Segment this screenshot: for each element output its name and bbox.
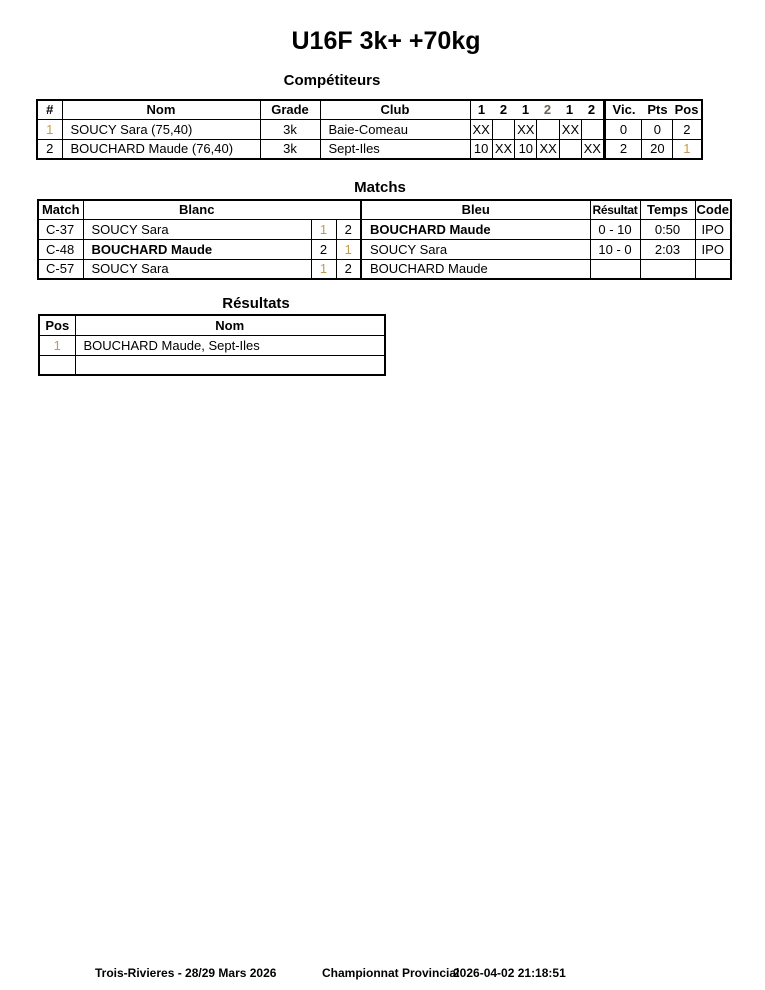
matches-header-result: Résultat	[590, 200, 640, 219]
competitor-position-cell: 2	[673, 119, 702, 139]
footer-event-name: Championnat Provincial	[322, 966, 460, 980]
round-score-cell	[582, 119, 604, 139]
matches-section-label: Matchs	[354, 179, 406, 196]
match-id-cell: C-37	[38, 219, 83, 239]
result-row	[39, 335, 385, 355]
results-header-row	[39, 315, 385, 335]
competitor-name-cell: SOUCY Sara (75,40)	[62, 119, 260, 139]
round-header-digit: 1	[565, 102, 574, 118]
round-score-cell: XX	[470, 119, 492, 139]
competitor-grade-cell: 3k	[260, 139, 320, 159]
competitor-points-cell: 0	[642, 119, 673, 139]
matches-header-blue: Bleu	[361, 200, 590, 219]
round-header-digit: 2	[543, 102, 552, 118]
competitor-points-cell: 20	[642, 139, 673, 159]
results-header-name: Nom	[75, 315, 385, 335]
competitors-header-rounds	[470, 100, 604, 119]
competitor-grade-cell: 3k	[260, 119, 320, 139]
result-position-cell: 1	[39, 335, 75, 355]
competitors-section-label: Compétiteurs	[283, 72, 381, 89]
result-name-cell	[75, 355, 385, 375]
match-row	[38, 239, 731, 259]
match-row	[38, 219, 731, 239]
results-section-label: Résultats	[222, 295, 290, 312]
matches-table	[37, 199, 732, 280]
round-score-cell: XX	[492, 139, 514, 159]
match-blue-number-cell: 1	[336, 239, 361, 259]
competitors-header-stats	[604, 100, 702, 119]
match-blue-name-cell: BOUCHARD Maude	[361, 219, 590, 239]
result-position-cell	[39, 355, 75, 375]
competitors-header-pos: Pos	[674, 102, 699, 118]
round-score-cell: XX	[515, 119, 537, 139]
competitors-header-pts: Pts	[647, 102, 668, 118]
match-white-number-cell: 2	[311, 239, 336, 259]
match-code-cell: IPO	[695, 239, 731, 259]
match-blue-number-cell: 2	[336, 259, 361, 279]
round-header-digit: 2	[499, 102, 508, 118]
matches-header-code: Code	[695, 200, 731, 219]
matches-header-row	[38, 200, 731, 219]
competitors-header-name: Nom	[62, 100, 260, 119]
round-score-cell	[492, 119, 514, 139]
match-time-cell	[640, 259, 695, 279]
match-result-cell	[590, 259, 640, 279]
match-id-cell: C-57	[38, 259, 83, 279]
round-score-cell: 10	[515, 139, 537, 159]
competitor-victories-cell: 2	[604, 139, 642, 159]
match-row	[38, 259, 731, 279]
round-score-cell	[559, 139, 581, 159]
match-white-name-cell: SOUCY Sara	[83, 219, 311, 239]
match-white-name-cell: BOUCHARD Maude	[83, 239, 311, 259]
round-score-cell: XX	[537, 139, 559, 159]
match-result-cell: 0 - 10	[590, 219, 640, 239]
matches-header-time: Temps	[640, 200, 695, 219]
round-score-cell	[537, 119, 559, 139]
match-white-number-cell: 1	[311, 219, 336, 239]
match-white-name-cell: SOUCY Sara	[83, 259, 311, 279]
page-title: U16F 3k+ +70kg	[291, 27, 481, 55]
match-blue-name-cell: SOUCY Sara	[361, 239, 590, 259]
competitor-row	[37, 139, 702, 159]
round-score-cell: XX	[559, 119, 581, 139]
match-blue-number-cell: 2	[336, 219, 361, 239]
competitor-row	[37, 119, 702, 139]
result-row	[39, 355, 385, 375]
results-header-pos: Pos	[39, 315, 75, 335]
match-result-cell: 10 - 0	[590, 239, 640, 259]
match-code-cell	[695, 259, 731, 279]
match-code-cell: IPO	[695, 219, 731, 239]
competitors-header-num: #	[37, 100, 62, 119]
round-header-digit: 1	[521, 102, 530, 118]
match-white-number-cell: 1	[311, 259, 336, 279]
match-id-cell: C-48	[38, 239, 83, 259]
match-blue-name-cell: BOUCHARD Maude	[361, 259, 590, 279]
competitors-table	[36, 99, 703, 160]
competitors-header-vic: Vic.	[612, 102, 636, 118]
round-score-cell: XX	[582, 139, 604, 159]
matches-header-match: Match	[38, 200, 83, 219]
competitor-number-cell: 1	[37, 119, 62, 139]
match-time-cell: 0:50	[640, 219, 695, 239]
matches-header-white: Blanc	[83, 200, 361, 219]
competitor-number-cell: 2	[37, 139, 62, 159]
competitor-position-cell: 1	[673, 139, 702, 159]
competitor-name-cell: BOUCHARD Maude (76,40)	[62, 139, 260, 159]
competitor-club-cell: Sept-Iles	[320, 139, 470, 159]
competitor-victories-cell: 0	[604, 119, 642, 139]
round-score-cell: 10	[470, 139, 492, 159]
competitors-header-row	[37, 100, 702, 119]
match-time-cell: 2:03	[640, 239, 695, 259]
results-table	[38, 314, 386, 376]
footer-timestamp: 2026-04-02 21:18:51	[453, 966, 566, 980]
competitors-header-grade: Grade	[260, 100, 320, 119]
competitor-club-cell: Baie-Comeau	[320, 119, 470, 139]
competitors-header-club: Club	[320, 100, 470, 119]
round-header-digit: 1	[477, 102, 486, 118]
result-name-cell: BOUCHARD Maude, Sept-Iles	[75, 335, 385, 355]
round-header-digit: 2	[587, 102, 596, 118]
footer-location-date: Trois-Rivieres - 28/29 Mars 2026	[95, 966, 277, 980]
